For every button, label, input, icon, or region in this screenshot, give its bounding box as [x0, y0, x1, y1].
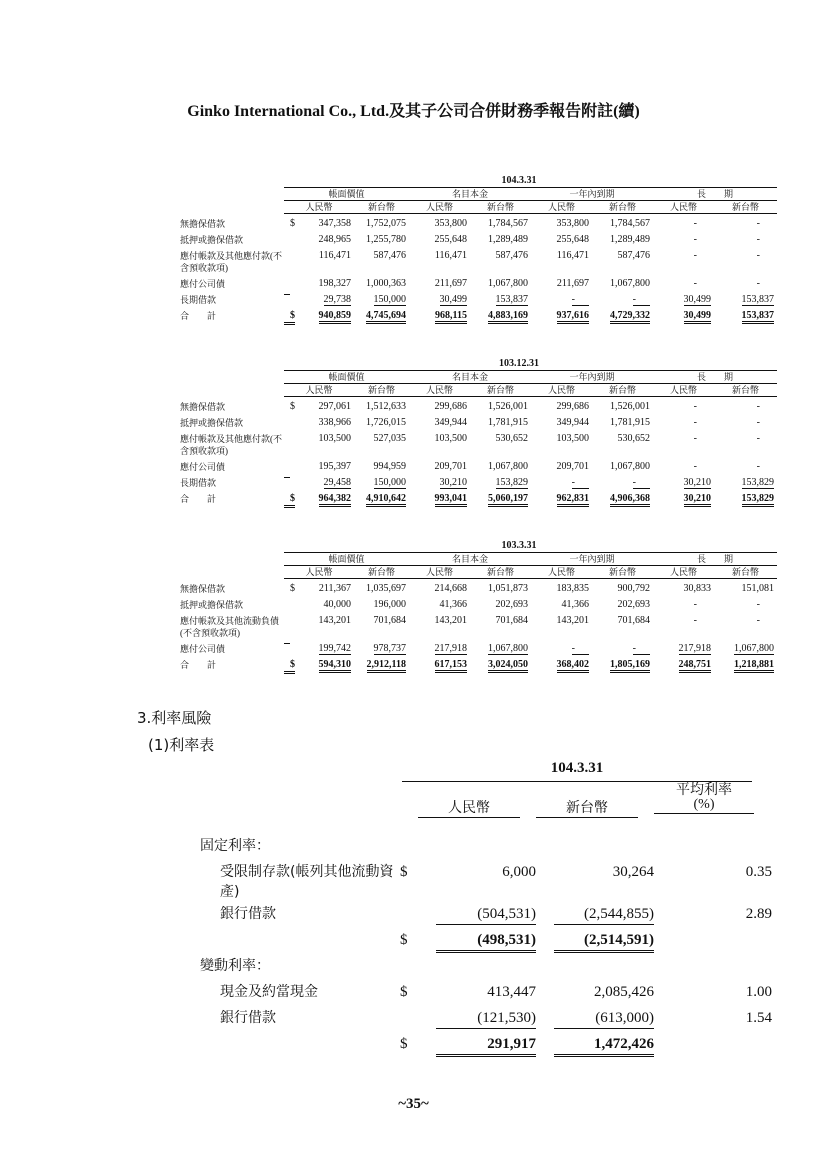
rate-cell-value: (2,514,591): [554, 930, 654, 953]
table-cell-value: 195,397: [318, 461, 351, 472]
row-label: 應付公司債: [180, 644, 226, 654]
table-row: [180, 397, 777, 414]
column-group-header: 名目本金: [409, 553, 531, 566]
row-label: 應付帳款及其他流動負債(不含預收款項): [180, 616, 280, 638]
table-cell-value: 1,784,567: [488, 218, 528, 229]
table-cell-value: 116,471: [434, 250, 467, 261]
table-cell-value: 217,918: [434, 643, 467, 654]
currency-header: 新台幣: [592, 201, 653, 214]
currency-header: 人民幣: [284, 566, 354, 579]
table-cell-value: 297,061: [318, 401, 351, 412]
rate-cell-value: 1,472,426: [554, 1034, 654, 1057]
rate-row-label: 固定利率：: [200, 838, 270, 854]
table-cell-value: 1,067,800: [610, 278, 650, 289]
dollar-sign: $: [400, 984, 408, 1000]
rate-row: [200, 956, 772, 982]
column-group-header: 名目本金: [409, 188, 531, 201]
table-cell-value: 1,051,873: [488, 583, 528, 594]
table-row: [180, 595, 777, 611]
table-cell-value: 338,966: [318, 417, 351, 428]
table-cell-value: 196,000: [373, 599, 406, 610]
table-cell-value: -: [693, 417, 697, 428]
table-cell-value: 183,835: [556, 583, 589, 594]
row-label: 抵押或擔保借款: [180, 418, 244, 428]
table-cell-value: 1,289,489: [488, 234, 528, 245]
table-row: [180, 611, 777, 639]
table-cell-value: -: [693, 615, 697, 626]
table-cell-value: 978,737: [373, 643, 406, 654]
column-group-header: 長 期: [653, 553, 777, 566]
table-cell-value: 353,800: [434, 218, 467, 229]
table-cell-value: 1,805,169: [610, 659, 650, 673]
page-number: ~35~: [398, 1096, 429, 1112]
rate-row: [200, 862, 772, 904]
currency-header: 人民幣: [531, 566, 592, 579]
table-cell-value: 368,402: [557, 659, 590, 673]
column-group-header: 帳面價值: [284, 188, 409, 201]
rate-row-label: [200, 930, 400, 956]
table-cell-value: 1,784,567: [610, 218, 650, 229]
rate-row: [200, 904, 772, 930]
currency-header: 人民幣: [653, 566, 714, 579]
maturity-table: [180, 552, 777, 674]
table-cell-value: 29,738: [323, 294, 351, 305]
table-cell-value: -: [693, 278, 697, 289]
table-cell-value: 347,358: [318, 218, 351, 229]
table-cell-value: 1,067,800: [488, 278, 528, 289]
table-cell-value: 153,837: [741, 294, 774, 305]
table-cell-value: 103,500: [434, 433, 467, 444]
currency-header: 人民幣: [409, 201, 470, 214]
dollar-sign: [400, 904, 418, 930]
table-cell-value: 143,201: [318, 615, 351, 626]
row-label: 合 計: [180, 311, 217, 321]
dollar-sign: [284, 643, 290, 644]
rate-row-label: 受限制存款(帳列其他流動資產): [220, 864, 394, 900]
table-cell-value: 40,000: [323, 599, 351, 610]
rate-row: [200, 1034, 772, 1060]
row-label: 應付公司債: [180, 279, 226, 289]
rate-row: [200, 982, 772, 1008]
table-cell-value: 4,910,642: [366, 493, 406, 507]
table-cell-value: 143,201: [556, 615, 589, 626]
table-cell-value: 41,366: [561, 599, 589, 610]
table-cell-value: -: [572, 294, 589, 306]
row-label: 應付公司債: [180, 462, 226, 472]
dollar-sign: [284, 477, 290, 478]
maturity-table: [180, 187, 777, 325]
table-cell-value: 255,648: [556, 234, 589, 245]
table-cell-value: -: [633, 294, 650, 306]
table-cell-value: 900,792: [617, 583, 650, 594]
rate-row-label: 現金及約當現金: [220, 984, 318, 1000]
table-cell-value: 962,831: [557, 493, 590, 507]
table-cell-value: -: [756, 234, 760, 245]
dollar-sign: $: [284, 659, 295, 674]
table-cell-value: 211,697: [556, 278, 589, 289]
currency-header: 新台幣: [354, 566, 409, 579]
table-cell-value: 1,512,633: [366, 401, 406, 412]
rate-header-rate: 平均利率: [676, 782, 732, 798]
currency-header: 新台幣: [354, 201, 409, 214]
rate-cell-value: 291,917: [436, 1034, 536, 1057]
table-cell-value: 701,684: [495, 615, 528, 626]
rate-cell-value: 2.89: [745, 906, 772, 922]
table-cell-value: 5,060,197: [488, 493, 528, 507]
row-label: 無擔保借款: [180, 583, 226, 594]
dollar-sign: $: [290, 401, 295, 412]
table-row: [180, 306, 777, 325]
rate-row: [200, 1008, 772, 1034]
currency-header: 新台幣: [714, 384, 777, 397]
table-cell-value: 150,000: [373, 294, 406, 305]
table-cell-value: 198,327: [318, 278, 351, 289]
table-row: [180, 457, 777, 473]
dollar-sign: [400, 1008, 418, 1034]
column-group-header: 長 期: [653, 371, 777, 384]
column-group-header: 一年內到期: [531, 371, 653, 384]
table-cell-value: -: [572, 643, 589, 655]
rate-header-rmb: 人民幣: [418, 797, 520, 818]
row-label: 長期借款: [180, 295, 217, 305]
table-cell-value: 993,041: [435, 493, 468, 507]
table-cell-value: -: [633, 643, 650, 655]
table-cell-value: 151,081: [741, 583, 774, 594]
table-cell-value: -: [693, 461, 697, 472]
table-row: [180, 429, 777, 457]
table-cell-value: 103,500: [318, 433, 351, 444]
currency-header: 人民幣: [653, 384, 714, 397]
document-title: Ginko International Co., Ltd.及其子公司合併財務季報告附註(續): [187, 103, 640, 120]
table-cell-value: 594,310: [319, 659, 352, 673]
table-row: [180, 290, 777, 306]
table-cell-value: 1,000,363: [366, 278, 406, 289]
currency-header: 新台幣: [470, 201, 531, 214]
dollar-sign: [400, 956, 418, 982]
table-cell-value: 103,500: [556, 433, 589, 444]
table-cell-value: 116,471: [318, 250, 351, 261]
table-cell-value: -: [693, 433, 697, 444]
table-cell-value: -: [693, 218, 697, 229]
table-cell-value: 30,833: [683, 583, 711, 594]
row-label: 應付帳款及其他應付款(不含預收款項): [180, 251, 282, 273]
table-cell-value: 248,965: [318, 234, 351, 245]
table-row: [180, 473, 777, 489]
rate-row-label: 銀行借款: [220, 1010, 276, 1026]
table-cell-value: 1,289,489: [610, 234, 650, 245]
rate-cell-value: 6,000: [502, 864, 536, 880]
column-group-header: 一年內到期: [531, 553, 653, 566]
dollar-sign: $: [400, 864, 408, 880]
table-cell-value: 964,382: [319, 493, 352, 507]
table-cell-value: 1,781,915: [488, 417, 528, 428]
table-cell-value: 1,218,881: [734, 659, 774, 673]
rate-header-twd: 新台幣: [536, 797, 638, 818]
table-cell-value: 153,829: [742, 493, 775, 507]
rate-row-label: [200, 1034, 400, 1060]
table-cell-value: 1,726,015: [366, 417, 406, 428]
table-cell-value: 30,499: [439, 294, 467, 305]
table-cell-value: -: [572, 477, 589, 489]
table-cell-value: 2,912,118: [367, 659, 406, 673]
table-cell-value: 1,526,001: [488, 401, 528, 412]
rate-cell-value: 413,447: [487, 984, 536, 1000]
rate-cell-value: (121,530): [436, 1008, 536, 1029]
table-cell-value: 1,781,915: [610, 417, 650, 428]
table-cell-value: 353,800: [556, 218, 589, 229]
currency-header: 人民幣: [409, 566, 470, 579]
table-cell-value: 530,652: [617, 433, 650, 444]
dollar-sign: $: [284, 310, 295, 325]
table-cell-value: 617,153: [435, 659, 468, 673]
table-cell-value: 3,024,050: [488, 659, 528, 673]
table-cell-value: 30,499: [683, 294, 711, 305]
currency-header: 人民幣: [409, 384, 470, 397]
table-cell-value: 587,476: [617, 250, 650, 261]
dollar-sign: $: [290, 583, 295, 594]
dollar-sign: $: [400, 932, 408, 948]
table-cell-value: 255,648: [434, 234, 467, 245]
table-row: [180, 230, 777, 246]
dollar-sign: $: [284, 493, 295, 508]
table-cell-value: 30,210: [684, 493, 712, 507]
table-cell-value: 299,686: [556, 401, 589, 412]
table-row: [180, 246, 777, 274]
rate-cell-value: (498,531): [436, 930, 536, 953]
table-row: [180, 639, 777, 655]
dollar-sign: [400, 836, 418, 862]
table-cell-value: 29,458: [323, 477, 351, 488]
table-cell-value: 994,959: [373, 461, 406, 472]
table-cell-value: -: [756, 218, 760, 229]
table-cell-value: 701,684: [617, 615, 650, 626]
table-cell-value: -: [693, 234, 697, 245]
table-cell-value: 248,751: [679, 659, 712, 673]
table-cell-value: -: [693, 401, 697, 412]
row-label: 合 計: [180, 494, 217, 504]
table-cell-value: 1,752,075: [366, 218, 406, 229]
table-cell-value: 587,476: [495, 250, 528, 261]
table-cell-value: 1,067,800: [488, 461, 528, 472]
column-group-header: 名目本金: [409, 371, 531, 384]
table-cell-value: 211,367: [318, 583, 351, 594]
table-row: [180, 489, 777, 508]
table-cell-value: -: [756, 401, 760, 412]
table-cell-value: 349,944: [556, 417, 589, 428]
table-cell-value: 937,616: [557, 310, 590, 324]
table-cell-value: 143,201: [434, 615, 467, 626]
table-cell-value: 1,526,001: [610, 401, 650, 412]
rate-cell-value: (504,531): [436, 904, 536, 925]
currency-header: 人民幣: [531, 201, 592, 214]
table-cell-value: 4,729,332: [610, 310, 650, 324]
table-row: [180, 274, 777, 290]
currency-header: 新台幣: [470, 384, 531, 397]
table-row: [180, 214, 777, 231]
table-cell-value: 701,684: [373, 615, 406, 626]
dollar-sign: $: [290, 218, 295, 229]
table-cell-value: 214,668: [434, 583, 467, 594]
table-cell-value: 217,918: [678, 643, 711, 654]
rate-row-label: 銀行借款: [220, 906, 276, 922]
currency-header: 新台幣: [470, 566, 531, 579]
table-cell-value: 116,471: [556, 250, 589, 261]
table-cell-value: -: [633, 477, 650, 489]
row-label: 合 計: [180, 660, 217, 670]
table-cell-value: 30,210: [683, 477, 711, 488]
row-label: 長期借款: [180, 478, 217, 488]
table-cell-value: 1,035,697: [366, 583, 406, 594]
table-cell-value: 299,686: [434, 401, 467, 412]
table-cell-value: 940,859: [319, 310, 352, 324]
row-label: 抵押或擔保借款: [180, 235, 244, 245]
table-cell-value: -: [693, 250, 697, 261]
rate-row: [200, 930, 772, 956]
table-row: [180, 655, 777, 674]
table-cell-value: -: [756, 278, 760, 289]
table-cell-value: 1,067,800: [488, 643, 528, 654]
table-cell-value: 527,035: [373, 433, 406, 444]
rate-cell-value: 1.00: [745, 984, 772, 1000]
table-cell-value: -: [756, 250, 760, 261]
table-period: 104.3.31: [501, 175, 537, 186]
table-cell-value: 209,701: [434, 461, 467, 472]
table-period: 103.12.31: [499, 358, 539, 369]
currency-header: 新台幣: [354, 384, 409, 397]
row-label: 抵押或擔保借款: [180, 600, 244, 610]
table-cell-value: 150,000: [373, 477, 406, 488]
table-cell-value: -: [693, 599, 697, 610]
column-group-header: 長 期: [653, 188, 777, 201]
rate-period: 104.3.31: [550, 760, 604, 776]
table-cell-value: 153,829: [495, 477, 528, 488]
rate-cell-value: (613,000): [554, 1008, 654, 1029]
table-cell-value: 4,906,368: [610, 493, 650, 507]
table-cell-value: -: [756, 417, 760, 428]
rate-row: [200, 836, 772, 862]
column-group-header: 帳面價值: [284, 371, 409, 384]
table-cell-value: 30,499: [684, 310, 712, 324]
dollar-sign: [284, 294, 290, 295]
row-label: 無擔保借款: [180, 218, 226, 229]
table-cell-value: 211,697: [434, 278, 467, 289]
table-cell-value: 202,693: [617, 599, 650, 610]
table-cell-value: 202,693: [495, 599, 528, 610]
currency-header: 人民幣: [284, 384, 354, 397]
table-cell-value: 1,067,800: [610, 461, 650, 472]
table-period: 103.3.31: [501, 540, 537, 551]
table-cell-value: -: [756, 461, 760, 472]
currency-header: 新台幣: [592, 384, 653, 397]
table-cell-value: 587,476: [373, 250, 406, 261]
table-cell-value: -: [756, 599, 760, 610]
table-cell-value: 41,366: [439, 599, 467, 610]
table-cell-value: -: [756, 615, 760, 626]
table-cell-value: 4,883,169: [488, 310, 528, 324]
currency-header: 人民幣: [531, 384, 592, 397]
section-heading: 3.利率風險: [137, 709, 212, 727]
table-cell-value: 349,944: [434, 417, 467, 428]
row-label: 應付帳款及其他應付款(不含預收款項): [180, 434, 282, 456]
currency-header: 新台幣: [714, 201, 777, 214]
column-group-header: 一年內到期: [531, 188, 653, 201]
table-cell-value: 153,837: [495, 294, 528, 305]
row-label: 無擔保借款: [180, 401, 226, 412]
table-cell-value: 153,837: [742, 310, 775, 324]
maturity-table: [180, 370, 777, 508]
table-cell-value: 968,115: [435, 310, 467, 324]
rate-cell-value: 2,085,426: [594, 984, 654, 1000]
rate-cell-value: 0.35: [745, 864, 772, 880]
currency-header: 人民幣: [284, 201, 354, 214]
table-cell-value: 4,745,694: [366, 310, 406, 324]
rate-cell-value: 30,264: [612, 864, 654, 880]
currency-header: 新台幣: [592, 566, 653, 579]
table-row: [180, 579, 777, 596]
rate-row-label: 變動利率：: [200, 958, 270, 974]
rate-cell-value: (2,544,855): [554, 904, 654, 925]
table-cell-value: 1,067,800: [734, 643, 774, 654]
currency-header: 新台幣: [714, 566, 777, 579]
table-cell-value: 209,701: [556, 461, 589, 472]
table-row: [180, 413, 777, 429]
currency-header: 人民幣: [653, 201, 714, 214]
rate-table: [200, 836, 772, 1060]
column-group-header: 帳面價值: [284, 553, 409, 566]
rate-header-percent: (%): [654, 797, 754, 814]
subsection-heading: (1)利率表: [148, 736, 215, 754]
rate-cell-value: 1.54: [745, 1010, 772, 1026]
table-cell-value: 530,652: [495, 433, 528, 444]
table-cell-value: 1,255,780: [366, 234, 406, 245]
table-cell-value: 199,742: [318, 643, 351, 654]
dollar-sign: $: [400, 1036, 408, 1052]
table-cell-value: 30,210: [439, 477, 467, 488]
table-cell-value: -: [756, 433, 760, 444]
table-cell-value: 153,829: [741, 477, 774, 488]
